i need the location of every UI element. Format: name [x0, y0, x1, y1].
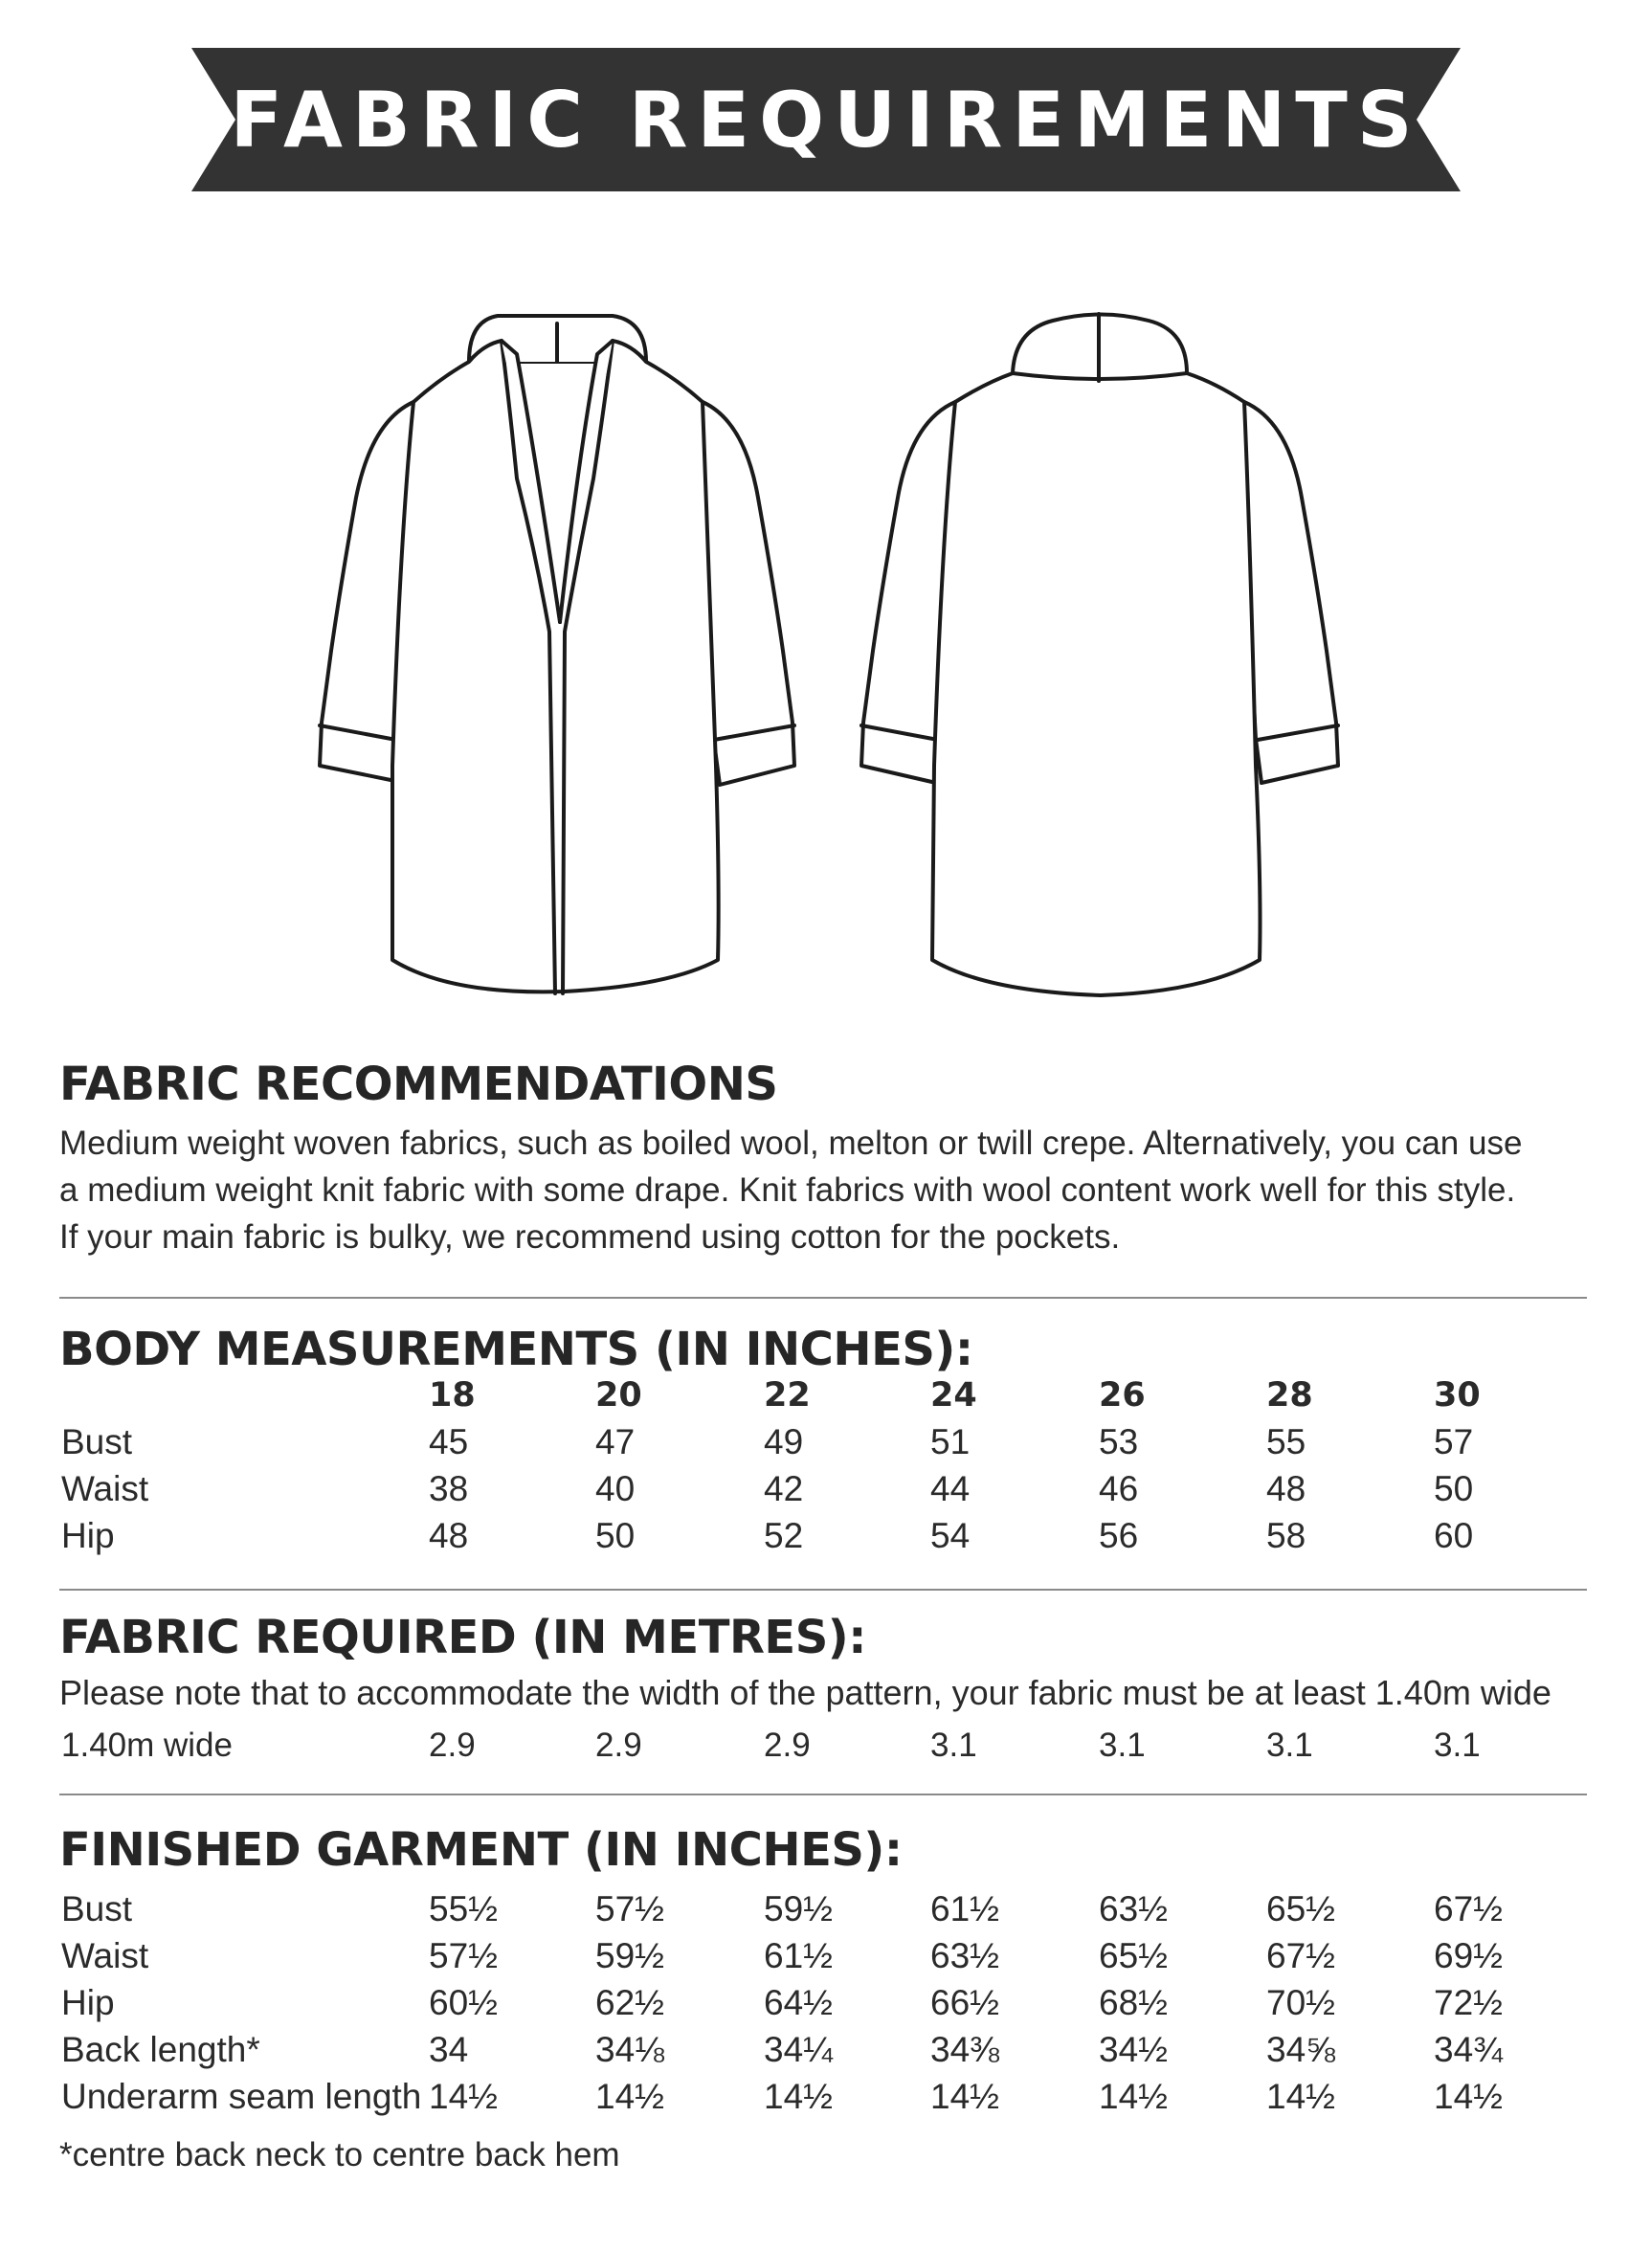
table-cell: 68½ [1099, 1983, 1169, 2022]
table-cell: 64½ [764, 1983, 834, 2022]
fabric-required-row [0, 1727, 1652, 1774]
size-header: 18 [429, 1376, 476, 1415]
page-title: FABRIC REQUIREMENTS [230, 75, 1422, 165]
row-label: Hip [61, 1516, 115, 1555]
recommendation-line: Medium weight woven fabrics, such as boiled wool, melton or twill crepe. Alternatively, you can use [59, 1125, 1523, 1162]
table-cell: 72½ [1434, 1983, 1504, 2022]
size-header: 22 [764, 1376, 811, 1415]
table-cell: 50 [595, 1516, 636, 1555]
row-label: Hip [61, 1983, 115, 2022]
table-cell: 48 [1266, 1469, 1306, 1508]
divider [59, 1297, 1587, 1299]
finished-hip-row [0, 1983, 1652, 2031]
table-cell: 67½ [1266, 1936, 1336, 1975]
table-cell: 42 [764, 1469, 804, 1508]
finished-back-length-row [0, 2030, 1652, 2078]
table-cell: 34⅛ [595, 2030, 665, 2069]
table-cell: 57½ [595, 1889, 665, 1928]
table-cell: 34 [429, 2030, 469, 2069]
size-header: 24 [930, 1376, 977, 1415]
table-cell: 34⅝ [1266, 2030, 1336, 2069]
size-header-row [0, 1376, 1652, 1424]
row-label: Bust [61, 1889, 133, 1928]
fabric-recommendations-text [59, 1120, 1522, 1260]
table-cell: 45 [429, 1422, 469, 1461]
finished-bust-row [0, 1889, 1652, 1937]
table-cell: 34½ [1099, 2030, 1169, 2069]
divider [59, 1794, 1587, 1795]
table-cell: 48 [429, 1516, 469, 1555]
table-cell: 14½ [1099, 2077, 1169, 2116]
table-cell: 3.1 [1434, 1727, 1481, 1764]
body-waist-row [0, 1469, 1652, 1517]
row-label: Underarm seam length [61, 2077, 422, 2116]
table-cell: 2.9 [429, 1727, 476, 1764]
table-cell: 60½ [429, 1983, 499, 2022]
table-cell: 62½ [595, 1983, 665, 2022]
table-cell: 49 [764, 1422, 804, 1461]
size-header: 20 [595, 1376, 642, 1415]
table-cell: 14½ [1434, 2077, 1504, 2116]
coat-front-drawing [320, 316, 794, 993]
table-cell: 54 [930, 1516, 971, 1555]
table-cell: 66½ [930, 1983, 1000, 2022]
table-cell: 52 [764, 1516, 804, 1555]
table-cell: 3.1 [930, 1727, 977, 1764]
table-cell: 14½ [1266, 2077, 1336, 2116]
table-cell: 40 [595, 1469, 636, 1508]
body-hip-row [0, 1516, 1652, 1564]
row-label: Waist [61, 1469, 149, 1508]
finished-underarm-row [0, 2077, 1652, 2125]
table-cell: 70½ [1266, 1983, 1336, 2022]
table-cell: 55 [1266, 1422, 1306, 1461]
table-cell: 34⅜ [930, 2030, 1000, 2069]
finished-garment-title: FINISHED GARMENT (IN INCHES): [59, 1823, 903, 1877]
table-cell: 53 [1099, 1422, 1139, 1461]
table-cell: 59½ [595, 1936, 665, 1975]
table-cell: 3.1 [1099, 1727, 1146, 1764]
size-header: 26 [1099, 1376, 1146, 1415]
row-label: 1.40m wide [61, 1727, 233, 1764]
table-cell: 3.1 [1266, 1727, 1313, 1764]
table-cell: 47 [595, 1422, 636, 1461]
table-cell: 61½ [930, 1889, 1000, 1928]
table-cell: 44 [930, 1469, 971, 1508]
coat-illustration [0, 287, 1652, 1034]
table-cell: 38 [429, 1469, 469, 1508]
table-cell: 61½ [764, 1936, 834, 1975]
table-cell: 14½ [764, 2077, 834, 2116]
table-cell: 65½ [1266, 1889, 1336, 1928]
table-cell: 58 [1266, 1516, 1306, 1555]
body-bust-row [0, 1422, 1652, 1470]
table-cell: 60 [1434, 1516, 1474, 1555]
table-cell: 63½ [930, 1936, 1000, 1975]
table-cell: 34¼ [764, 2030, 834, 2069]
footnote: *centre back neck to centre back hem [59, 2136, 620, 2173]
fabric-recommendations-title: FABRIC RECOMMENDATIONS [59, 1058, 778, 1111]
row-label: Waist [61, 1936, 149, 1975]
recommendation-line: a medium weight knit fabric with some drape. Knit fabrics with wool content work well for this style. [59, 1171, 1516, 1209]
recommendation-line: If your main fabric is bulky, we recommend using cotton for the pockets. [59, 1218, 1121, 1256]
body-measurements-title: BODY MEASUREMENTS (IN INCHES): [59, 1323, 973, 1376]
fabric-width-note: Please note that to accommodate the width of the pattern, your fabric must be at least 1.40m wide [59, 1673, 1552, 1712]
table-cell: 56 [1099, 1516, 1139, 1555]
table-cell: 57 [1434, 1422, 1474, 1461]
table-cell: 14½ [429, 2077, 499, 2116]
finished-waist-row [0, 1936, 1652, 1984]
table-cell: 59½ [764, 1889, 834, 1928]
table-cell: 34¾ [1434, 2030, 1504, 2069]
table-cell: 46 [1099, 1469, 1139, 1508]
fabric-required-title: FABRIC REQUIRED (IN METRES): [59, 1611, 866, 1664]
table-cell: 55½ [429, 1889, 499, 1928]
row-label: Back length* [61, 2030, 260, 2069]
table-cell: 67½ [1434, 1889, 1504, 1928]
table-cell: 2.9 [764, 1727, 811, 1764]
table-cell: 14½ [595, 2077, 665, 2116]
coat-back-drawing [861, 314, 1338, 995]
table-cell: 2.9 [595, 1727, 642, 1764]
size-header: 30 [1434, 1376, 1481, 1415]
divider [59, 1589, 1587, 1591]
size-header: 28 [1266, 1376, 1313, 1415]
table-cell: 63½ [1099, 1889, 1169, 1928]
table-cell: 50 [1434, 1469, 1474, 1508]
table-cell: 51 [930, 1422, 971, 1461]
table-cell: 57½ [429, 1936, 499, 1975]
table-cell: 69½ [1434, 1936, 1504, 1975]
table-cell: 14½ [930, 2077, 1000, 2116]
row-label: Bust [61, 1422, 133, 1461]
table-cell: 65½ [1099, 1936, 1169, 1975]
